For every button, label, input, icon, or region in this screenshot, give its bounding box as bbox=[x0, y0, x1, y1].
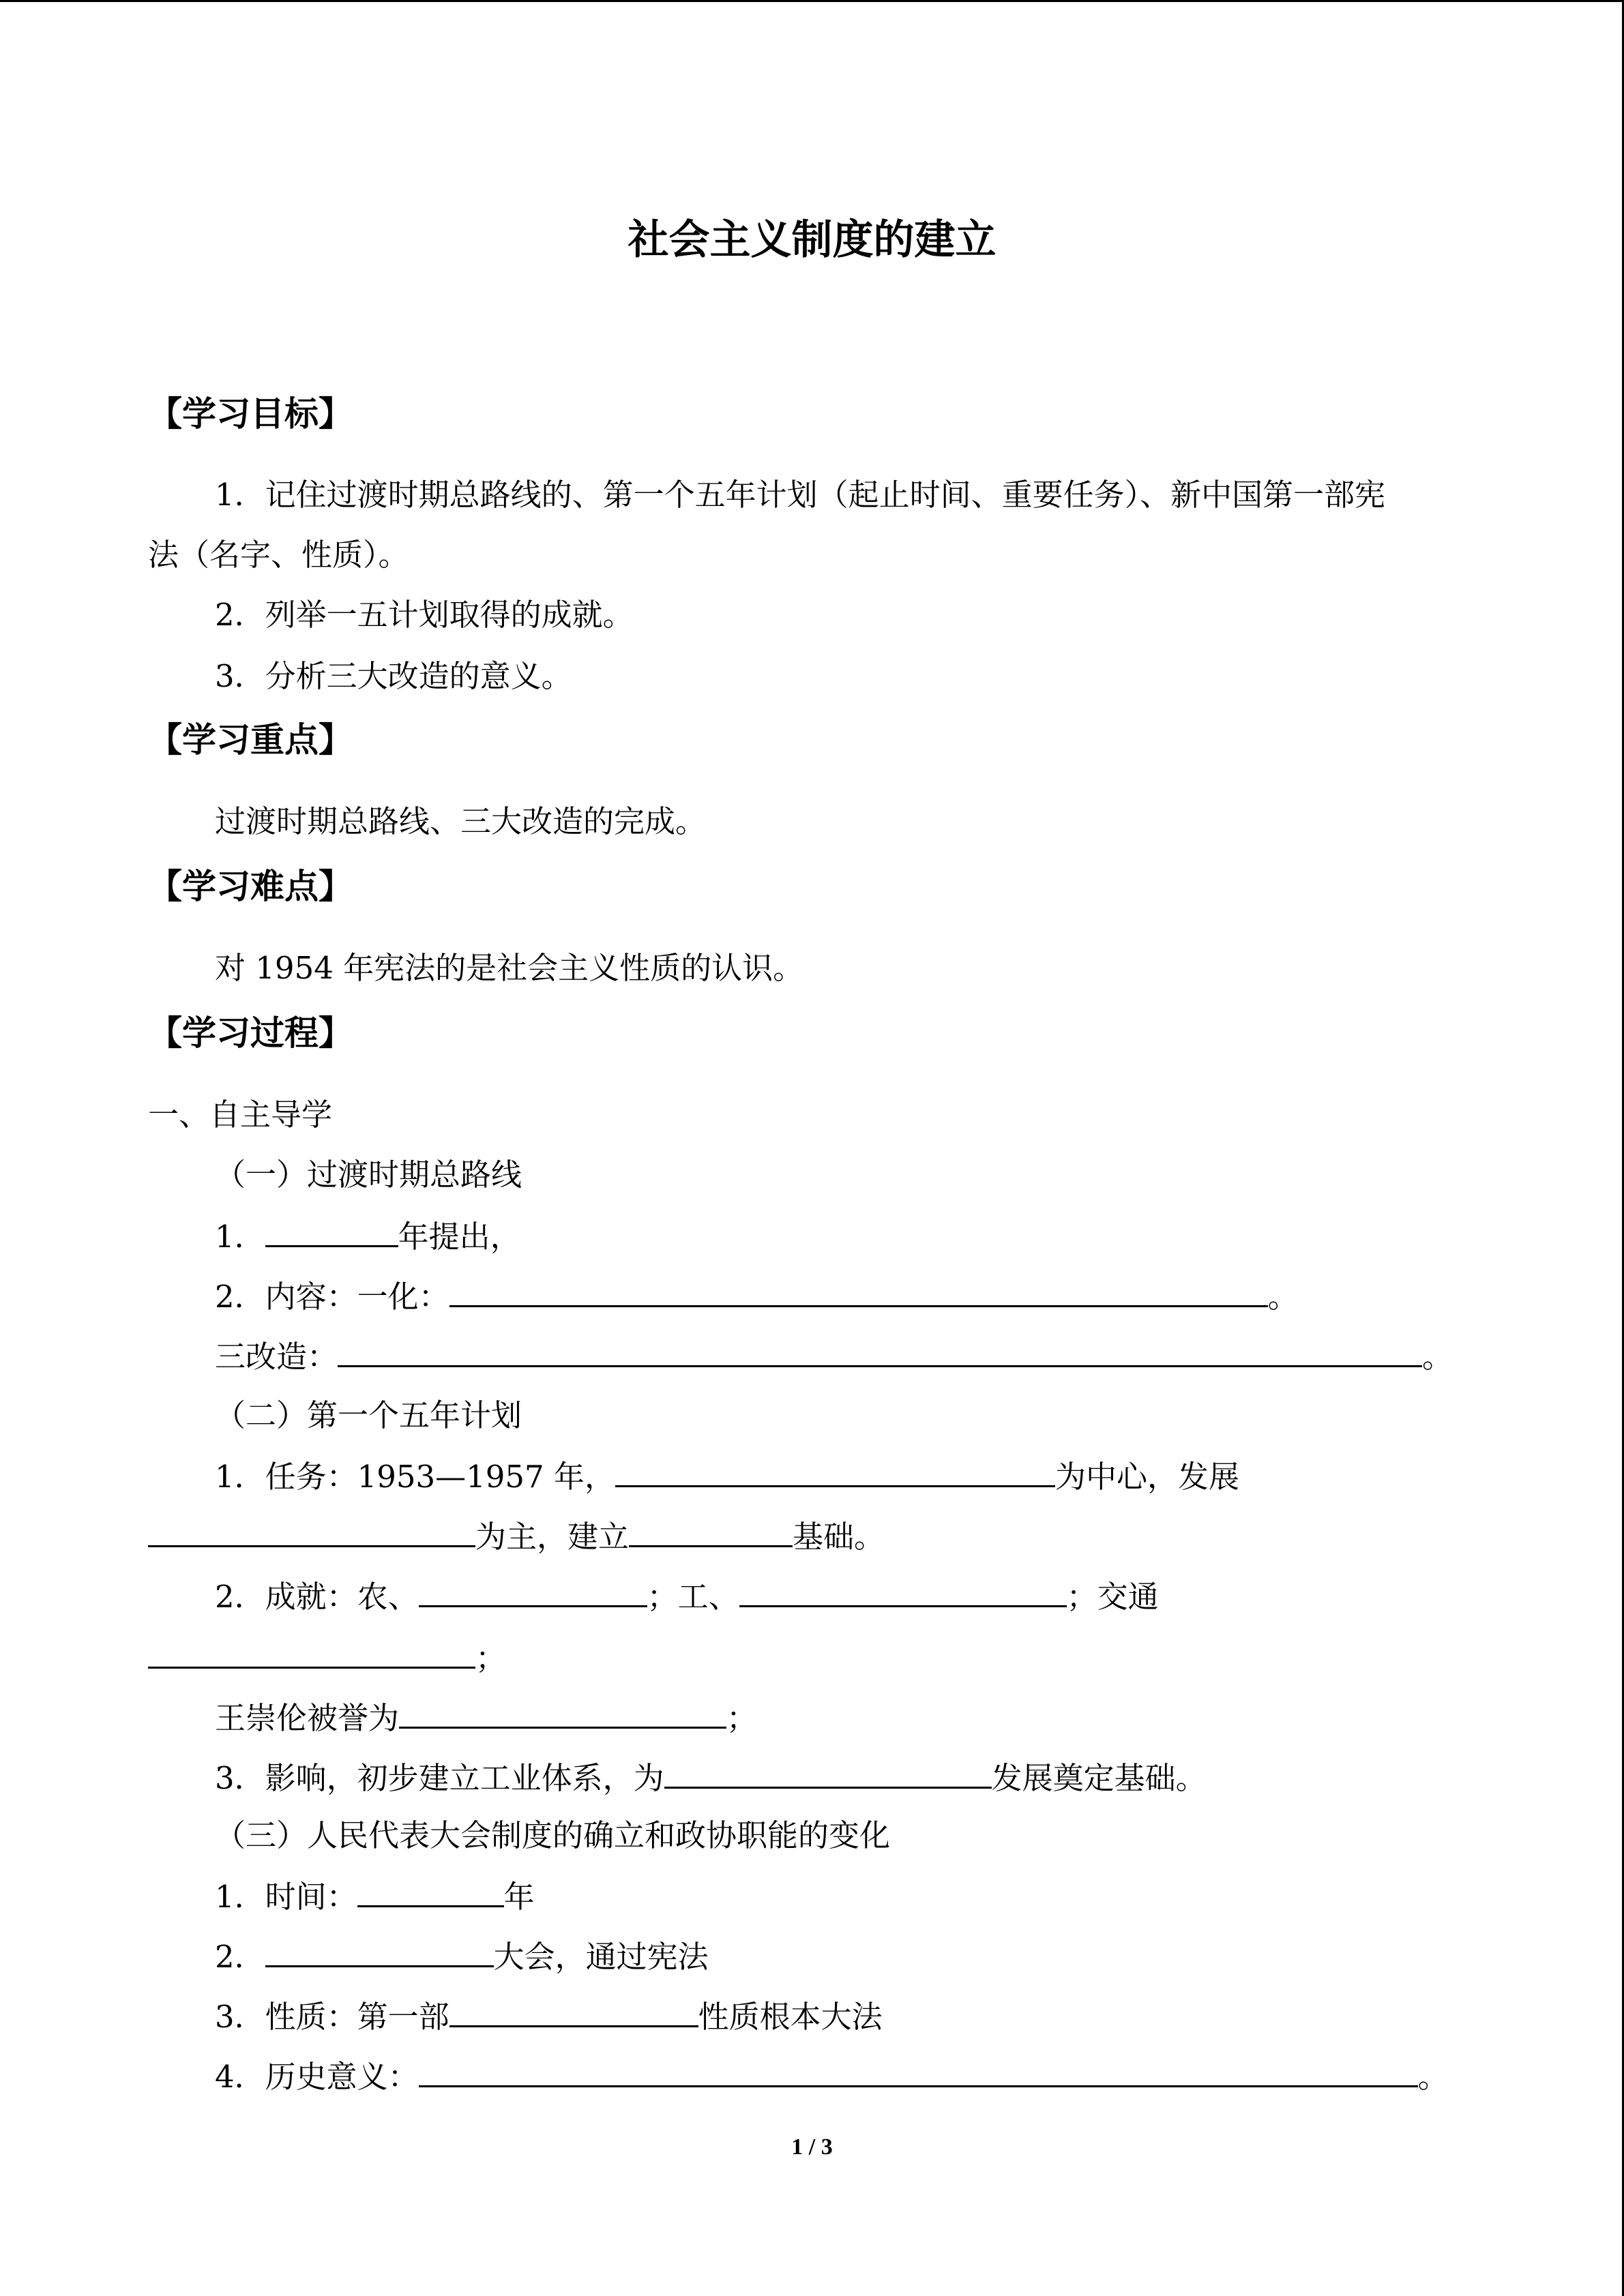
answer-blank[interactable] bbox=[615, 1455, 1055, 1487]
part-1-title: 一、自主导学 bbox=[148, 1097, 333, 1133]
answer-blank[interactable] bbox=[629, 1515, 793, 1547]
page-number: 1 / 3 bbox=[791, 2134, 833, 2160]
process-heading: 【学习过程】 bbox=[148, 1013, 353, 1053]
answer-blank[interactable] bbox=[419, 1575, 647, 1607]
difficulties-text: 对 1954 年宪法的是社会主义性质的认识。 bbox=[215, 950, 804, 986]
answer-blank[interactable] bbox=[449, 1275, 1268, 1307]
answer-blank[interactable] bbox=[664, 1757, 992, 1789]
objective-1-line-2: 法（名字、性质）。 bbox=[148, 537, 409, 573]
sub3-question-3: 3．性质：第一部 性质根本大法 bbox=[215, 1995, 883, 2038]
key-points-heading: 【学习重点】 bbox=[148, 720, 353, 760]
sub1-question-1: 1． 年提出， bbox=[215, 1215, 521, 1257]
sub2-question-2-line-3: 王崇伦被誉为 ； bbox=[215, 1697, 757, 1739]
objective-1-line-1: 1．记住过渡时期总路线的、第一个五年计划（起止时间、重要任务）、新中国第一部宪 bbox=[215, 477, 1386, 513]
sub2-question-2-line-2: ； bbox=[148, 1637, 506, 1679]
objectives-heading: 【学习目标】 bbox=[148, 394, 353, 434]
answer-blank[interactable] bbox=[357, 1875, 504, 1907]
objective-2: 2．列举一五计划取得的成就。 bbox=[215, 597, 634, 633]
sub3-question-1: 1．时间： 年 bbox=[215, 1875, 535, 1918]
answer-blank[interactable] bbox=[419, 2055, 1418, 2087]
subsection-3-title: （三）人民代表大会制度的确立和政协职能的变化 bbox=[215, 1817, 891, 1853]
answer-blank[interactable] bbox=[265, 1935, 494, 1967]
sub3-question-4: 4．历史意义： 。 bbox=[215, 2055, 1449, 2098]
sub2-question-2-line-1: 2．成就：农、 ；工、 ；交通 bbox=[215, 1575, 1159, 1617]
key-points-text: 过渡时期总路线、三大改造的完成。 bbox=[215, 803, 707, 839]
answer-blank[interactable] bbox=[399, 1697, 726, 1729]
sub2-question-3: 3．影响，初步建立工业体系，为 发展奠定基础。 bbox=[215, 1757, 1207, 1799]
answer-blank[interactable] bbox=[739, 1575, 1067, 1607]
page-border-top bbox=[0, 0, 1624, 2]
objective-3: 3．分析三大改造的意义。 bbox=[215, 658, 572, 694]
subsection-2-title: （二）第一个五年计划 bbox=[215, 1397, 522, 1433]
answer-blank[interactable] bbox=[265, 1215, 398, 1247]
answer-blank[interactable] bbox=[148, 1515, 475, 1547]
answer-blank[interactable] bbox=[449, 1995, 698, 2027]
answer-blank[interactable] bbox=[148, 1637, 475, 1669]
sub3-question-2: 2． 大会，通过宪法 bbox=[215, 1935, 709, 1978]
subsection-1-title: （一）过渡时期总路线 bbox=[215, 1157, 522, 1193]
difficulties-heading: 【学习难点】 bbox=[148, 867, 353, 906]
sub2-question-1-line-1: 1．任务：1953—1957 年， 为中心，发展 bbox=[215, 1455, 1239, 1497]
sub1-question-2: 2．内容：一化： 。 bbox=[215, 1275, 1299, 1317]
answer-blank[interactable] bbox=[338, 1335, 1422, 1367]
sub2-question-1-line-2: 为主，建立 基础。 bbox=[148, 1515, 885, 1557]
sub1-question-3: 三改造： 。 bbox=[215, 1335, 1453, 1377]
document-title: 社会主义制度的建立 bbox=[628, 216, 996, 264]
